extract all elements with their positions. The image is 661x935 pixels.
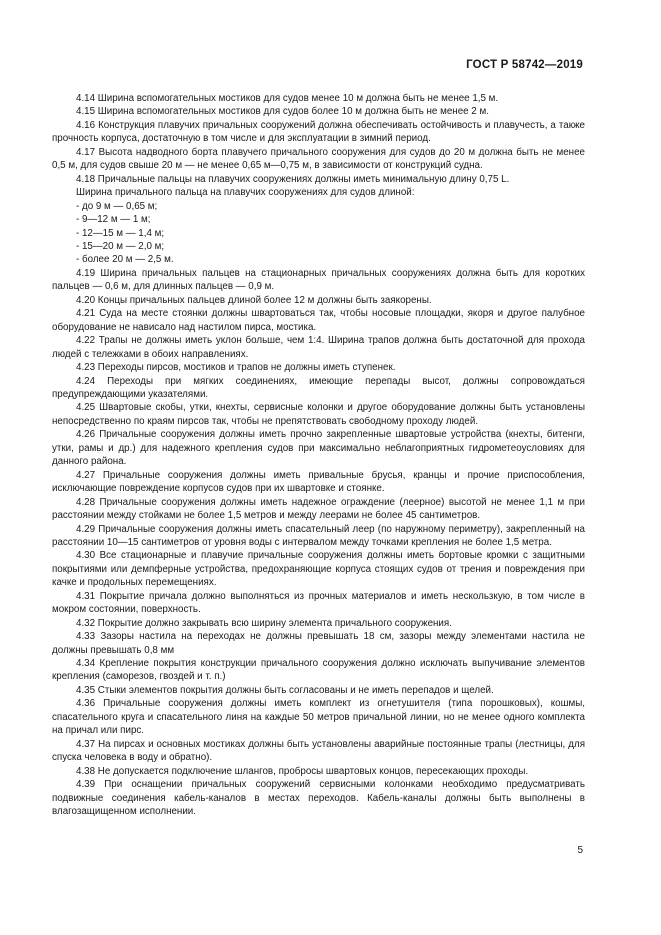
list-item: - до 9 м — 0,65 м;	[76, 200, 158, 212]
paragraph: 4.28 Причальные сооружения должны иметь надежное ограждение (леерное) высотой не менее 1,1 м при расстоянии между стойками не более 1,5 метров и между леерами не более 45 сантиметров.	[52, 496, 585, 522]
paragraph: 4.23 Переходы пирсов, мостиков и трапов не должны иметь ступенек.	[76, 362, 396, 374]
list-item: - 15—20 м — 2,0 м;	[76, 240, 165, 252]
document-code: ГОСТ Р 58742—2019	[466, 59, 583, 71]
paragraph: 4.16 Конструкция плавучих причальных сооружений должна обеспечивать остойчивость и плавучесть, а также прочность корпуса, достаточную в том числе и для эксплуатации в зимний период.	[52, 119, 585, 145]
list-item: - 9—12 м — 1 м;	[76, 214, 151, 226]
paragraph: 4.26 Причальные сооружения должны иметь прочно закрепленные швартовые устройства (кнехты, битенги, утки, рамы и др.) для надежного крепления судов при максимально неблагоприятных гидрометеоусловиях для данного района.	[52, 429, 585, 468]
paragraph: 4.29 Причальные сооружения должны иметь спасательный леер (по наружному периметру), закрепленный на расстоянии 10—15 сантиметров от уровня воды с интервалом между точками крепления не более 1,5 метра.	[52, 523, 585, 548]
paragraph: 4.36 Причальные сооружения должны иметь комплект из огнетушителя (типа порошковых), кошмы, спасательного круга и спасательного линя на каждые 50 метров причальной линии, но не менее одного комплекта на причал или пирс.	[52, 698, 585, 737]
page-number: 5	[577, 845, 583, 856]
paragraph: 4.18 Причальные пальцы на плавучих сооружениях должны иметь минимальную длину 0,75 L.	[76, 173, 510, 185]
paragraph: Ширина причального пальца на плавучих сооружениях для судов длиной:	[76, 187, 415, 199]
paragraph: 4.22 Трапы не должны иметь уклон больше, чем 1:4. Ширина трапов должна быть достаточной для прохода людей с тележками в обоих направлениях.	[52, 335, 585, 360]
paragraph: 4.32 Покрытие должно закрывать всю ширину элемента причального сооружения.	[76, 617, 452, 629]
paragraph: 4.24 Переходы при мягких соединениях, имеющие перепады высот, должны сопровождаться предупреждающими указателями.	[52, 375, 585, 400]
paragraph: 4.20 Концы причальных пальцев длиной более 12 м должны быть заякорены.	[76, 294, 432, 306]
list-item: - более 20 м — 2,5 м.	[76, 254, 174, 266]
paragraph: 4.38 Не допускается подключение шлангов, пробросы швартовых концов, пересекающих проходы.	[76, 765, 529, 777]
paragraph: 4.27 Причальные сооружения должны иметь привальные брусья, кранцы и прочие приспособления, исключающие повреждение корпусов судов при их швартовке и стоянке.	[52, 469, 585, 495]
paragraph: 4.35 Стыки элементов покрытия должны быть согласованы и не иметь перепадов и щелей.	[76, 684, 494, 696]
paragraph: 4.30 Все стационарные и плавучие причальные сооружения должны иметь бортовые кромки с защитными покрытиями или демпферные устройства, предохраняющие корпуса стоящих судов от трения и повреждения при качке и продольных перемещениях.	[52, 550, 585, 589]
paragraph: 4.14 Ширина вспомогательных мостиков для судов менее 10 м должна быть не менее 1,5 м.	[76, 93, 499, 104]
document-body	[52, 92, 585, 818]
paragraph: 4.15 Ширина вспомогательных мостиков для судов более 10 м должна быть не менее 2 м.	[76, 106, 489, 118]
paragraph: 4.33 Зазоры настила на переходах не должны превышать 18 см, зазоры между элементами настила не должны превышать 0,8 мм	[52, 631, 585, 656]
paragraph: 4.21 Суда на месте стоянки должны швартоваться так, чтобы носовые площадки, якоря и другое палубное оборудование не нависало над настилом пирса, мостика.	[52, 308, 585, 333]
paragraph: 4.39 При оснащении причальных сооружений сервисными колонками необходимо предусматривать подвижные соединения кабель-каналов в местах переходов. Кабель-каналы должны быть выполнены в влагозащищенном исполнении.	[52, 779, 585, 818]
paragraph: 4.34 Крепление покрытия конструкции причального сооружения должно исключать выпучивание элементов крепления (саморезов, гвоздей и т. п.)	[52, 658, 585, 683]
list-item: - 12—15 м — 1,4 м;	[76, 227, 165, 239]
paragraph: 4.19 Ширина причальных пальцев на стационарных причальных сооружениях должна быть для коротких пальцев — 0,6 м, для длинных пальцев — 0,9 м.	[52, 267, 585, 293]
paragraph: 4.17 Высота надводного борта плавучего причального сооружения для судов до 20 м должна быть не менее 0,5 м, для судов свыше 20 м — не менее 0,65 м—0,75 м, в зависимости от конструкций судна.	[52, 146, 585, 172]
paragraph: 4.31 Покрытие причала должно выполняться из прочных материалов и иметь нескользкую, в том числе в мокром состоянии, поверхность.	[52, 590, 585, 616]
paragraph: 4.37 На пирсах и основных мостиках должны быть установлены аварийные постоянные трапы (лестницы, для спуска человека в воду и обратно).	[52, 738, 585, 764]
paragraph: 4.25 Швартовые скобы, утки, кнехты, сервисные колонки и другое оборудование должны быть установлены непосредственно по краям пирсов так, чтобы не препятствовать свободному проходу людей.	[52, 402, 585, 427]
